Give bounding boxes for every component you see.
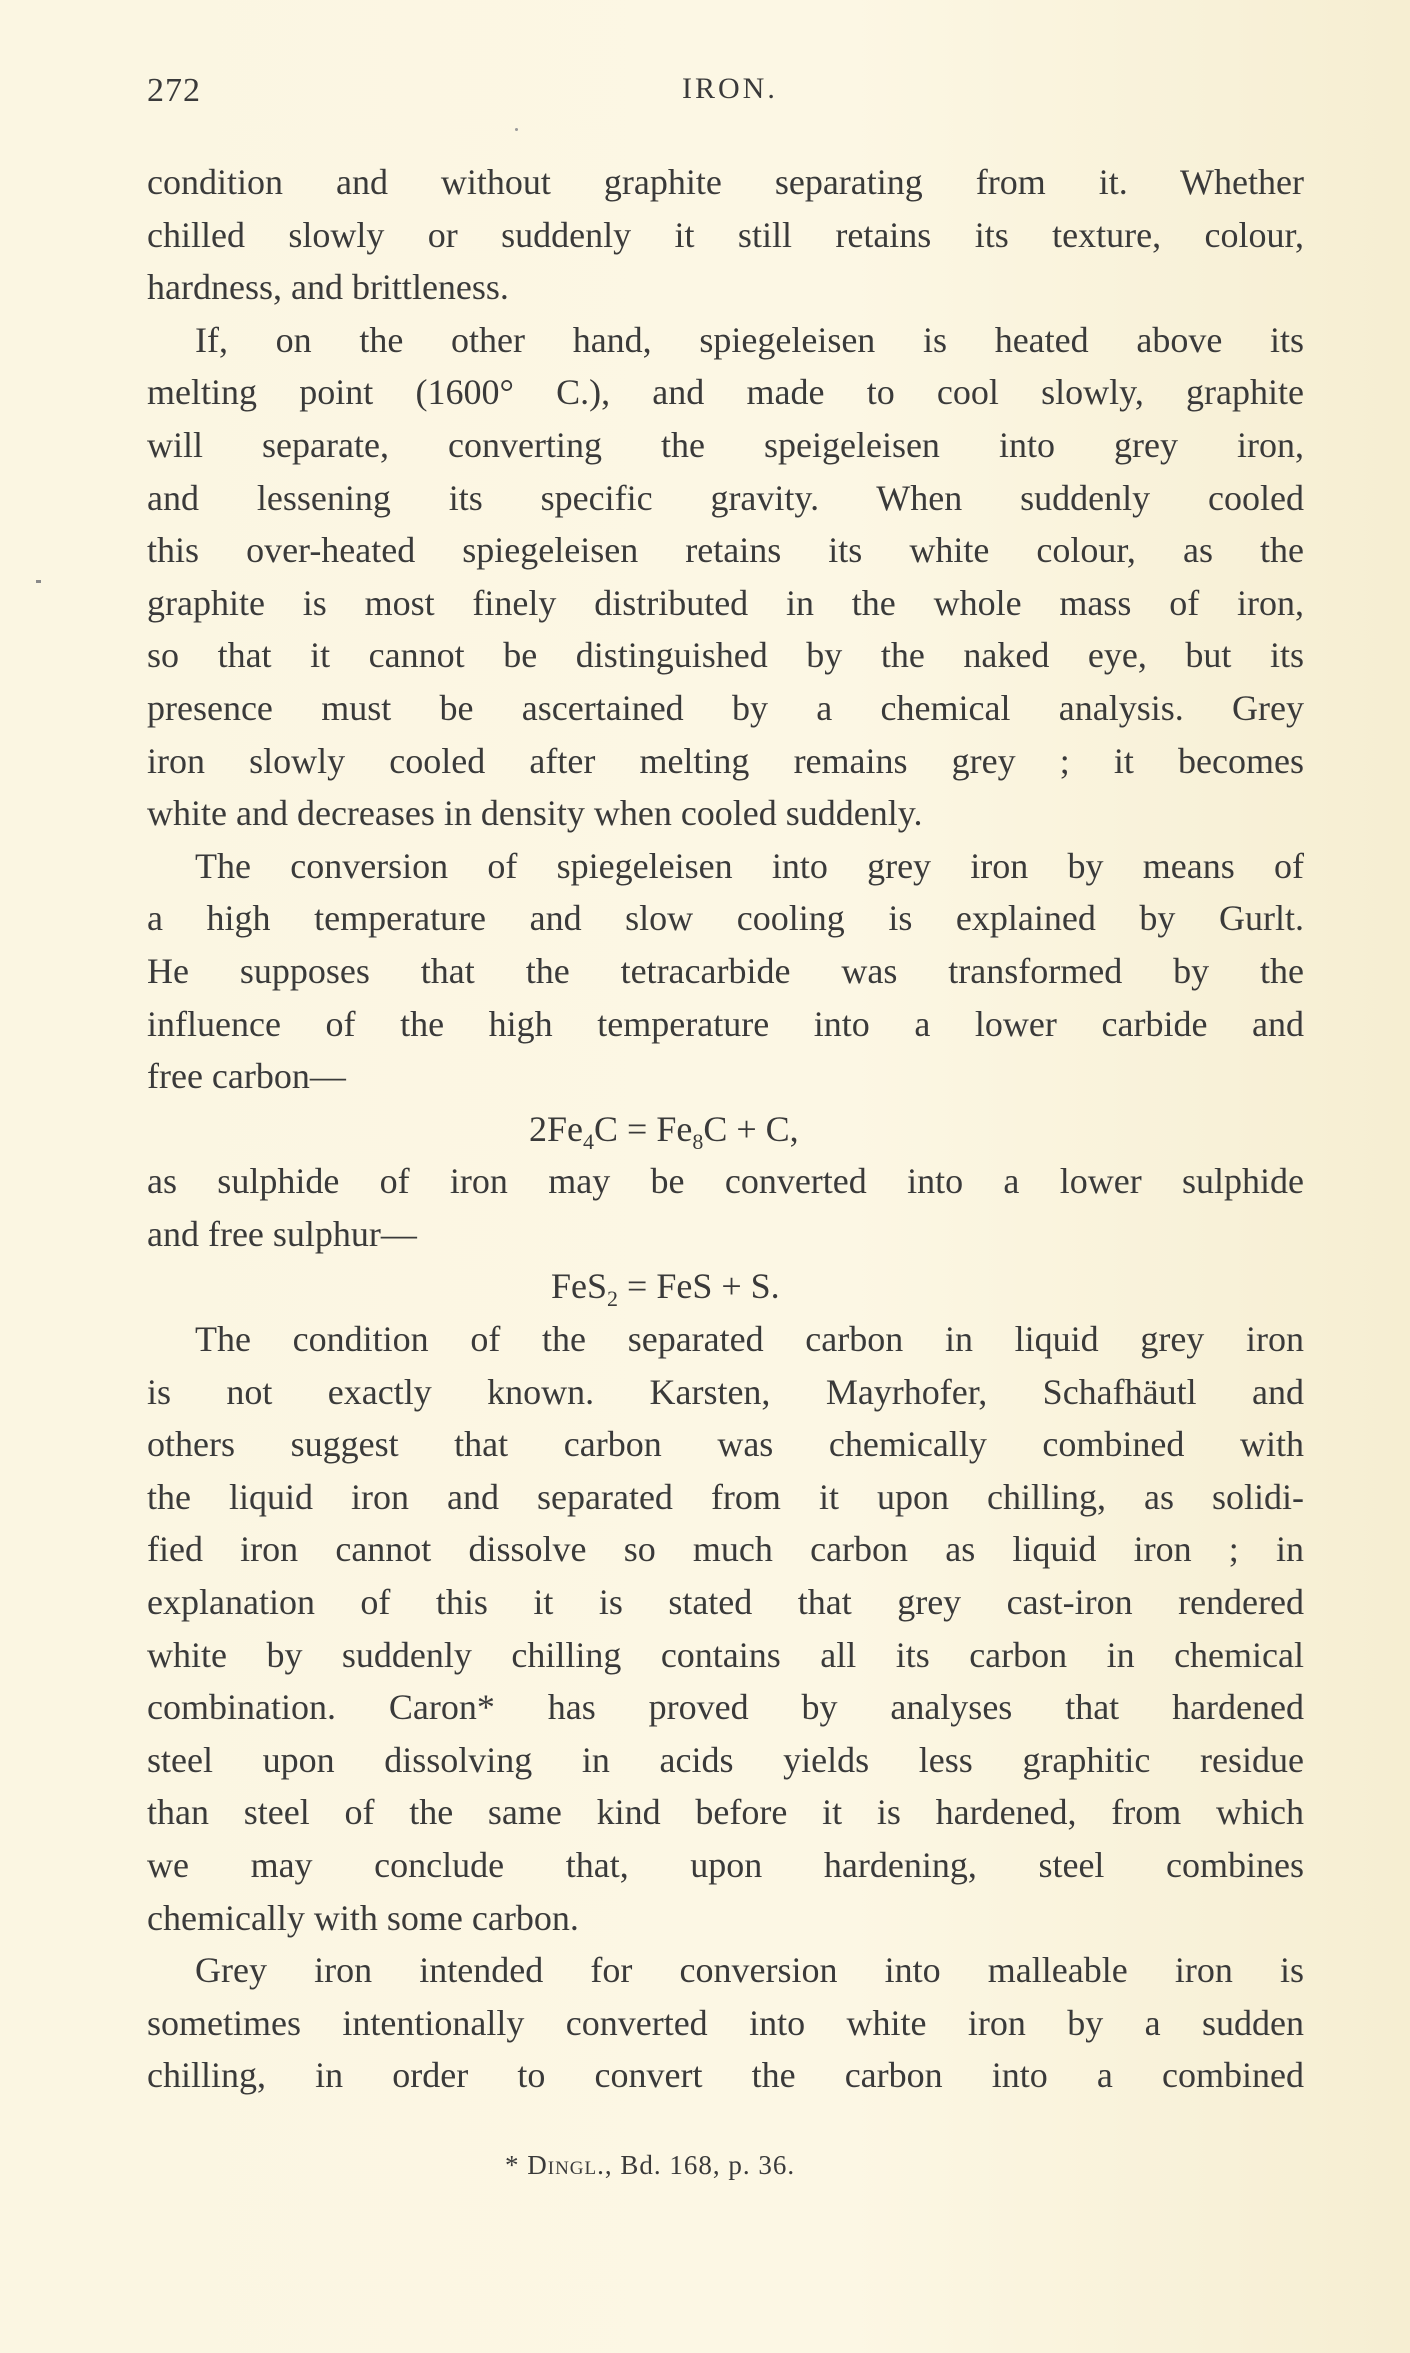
text-line: graphite is most finely distributed in the whole mass of iron, xyxy=(147,582,1304,623)
text-line: chemically with some carbon. xyxy=(147,1897,579,1938)
footnote-marker: * xyxy=(505,2150,520,2180)
text-line: and lessening its specific gravity. When suddenly cooled xyxy=(147,477,1304,518)
text-line: and free sulphur— xyxy=(147,1213,417,1254)
text-line: melting point (1600° C.), and made to cool slowly, graphite xyxy=(147,372,1304,413)
margin-mark xyxy=(36,580,41,583)
text-line: presence must be ascertained by a chemical analysis. Grey xyxy=(147,687,1304,728)
text-line: condition and without graphite separating from it. Whether xyxy=(147,162,1304,202)
text-line: is not exactly known. Karsten, Mayrhofer, Schafhäutl and xyxy=(147,1371,1304,1412)
text-line: will separate, converting the speigeleisen into grey iron, xyxy=(147,424,1304,465)
text-line: the liquid iron and separated from it upon chilling, as solidi- xyxy=(147,1476,1304,1517)
text-line: white and decreases in density when cooled suddenly. xyxy=(147,793,923,834)
text-line: combination. Caron* has proved by analyses that hardened xyxy=(147,1687,1304,1728)
text-line: explanation of this it is stated that grey cast-iron rendered xyxy=(147,1582,1304,1623)
text-line: others suggest that carbon was chemically combined with xyxy=(147,1424,1304,1465)
footnote-reference: , Bd. 168, p. 36. xyxy=(604,2150,796,2180)
text-line: If, on the other hand, spiegeleisen is heated above its xyxy=(195,319,1304,360)
text-line: influence of the high temperature into a lower carbide and xyxy=(147,1003,1304,1044)
body-text xyxy=(147,156,1304,2102)
text-line: sometimes intentionally converted into white iron by a sudden xyxy=(147,2002,1304,2043)
text-line: He supposes that the tetracarbide was transformed by the xyxy=(147,950,1304,991)
text-line: a high temperature and slow cooling is explained by Gurlt. xyxy=(147,898,1304,939)
print-speck xyxy=(515,128,518,131)
equation-carbide xyxy=(147,1103,1304,1156)
text-line: this over-heated spiegeleisen retains its white colour, as the xyxy=(147,530,1304,571)
equation-part: C = Fe xyxy=(594,1108,693,1149)
page-number: 272 xyxy=(147,72,201,109)
text-line: fied iron cannot dissolve so much carbon as liquid iron ; in xyxy=(147,1529,1304,1570)
text-line: The condition of the separated carbon in liquid grey iron xyxy=(195,1319,1304,1360)
footnote-source: Dingl. xyxy=(527,2150,605,2180)
equation-part: C + C, xyxy=(703,1108,799,1149)
text-line: so that it cannot be distinguished by the naked eye, but its xyxy=(147,635,1304,676)
equation-sulphide xyxy=(147,1260,1304,1313)
text-line: The conversion of spiegeleisen into grey iron by means of xyxy=(195,845,1304,886)
text-line: as sulphide of iron may be converted into a lower sulphide xyxy=(147,1161,1304,1202)
text-line: white by suddenly chilling contains all its carbon in chemical xyxy=(147,1634,1304,1675)
text-line: chilled slowly or suddenly it still retains its texture, colour, xyxy=(147,214,1304,255)
text-line: than steel of the same kind before it is hardened, from which xyxy=(147,1792,1304,1833)
text-line: Grey iron intended for conversion into malleable iron is xyxy=(195,1950,1304,1991)
text-line: chilling, in order to convert the carbon into a combined xyxy=(147,2055,1304,2096)
equation-part: 2Fe xyxy=(529,1108,583,1149)
text-line: iron slowly cooled after melting remains grey ; it becomes xyxy=(147,740,1304,781)
equation-subscript: 2 xyxy=(607,1286,619,1312)
text-line: hardness, and brittleness. xyxy=(147,267,509,308)
footnote xyxy=(505,2150,795,2181)
page-header xyxy=(147,72,1304,122)
equation-part: = FeS + S. xyxy=(618,1266,780,1307)
text-line: we may conclude that, upon hardening, steel combines xyxy=(147,1845,1304,1885)
equation-part: FeS xyxy=(551,1266,608,1307)
text-line: steel upon dissolving in acids yields less graphitic residue xyxy=(147,1739,1304,1780)
running-head: IRON. xyxy=(682,72,778,105)
equation-subscript: 8 xyxy=(692,1128,704,1154)
text-line: free carbon— xyxy=(147,1056,346,1097)
equation-subscript: 4 xyxy=(583,1128,594,1154)
